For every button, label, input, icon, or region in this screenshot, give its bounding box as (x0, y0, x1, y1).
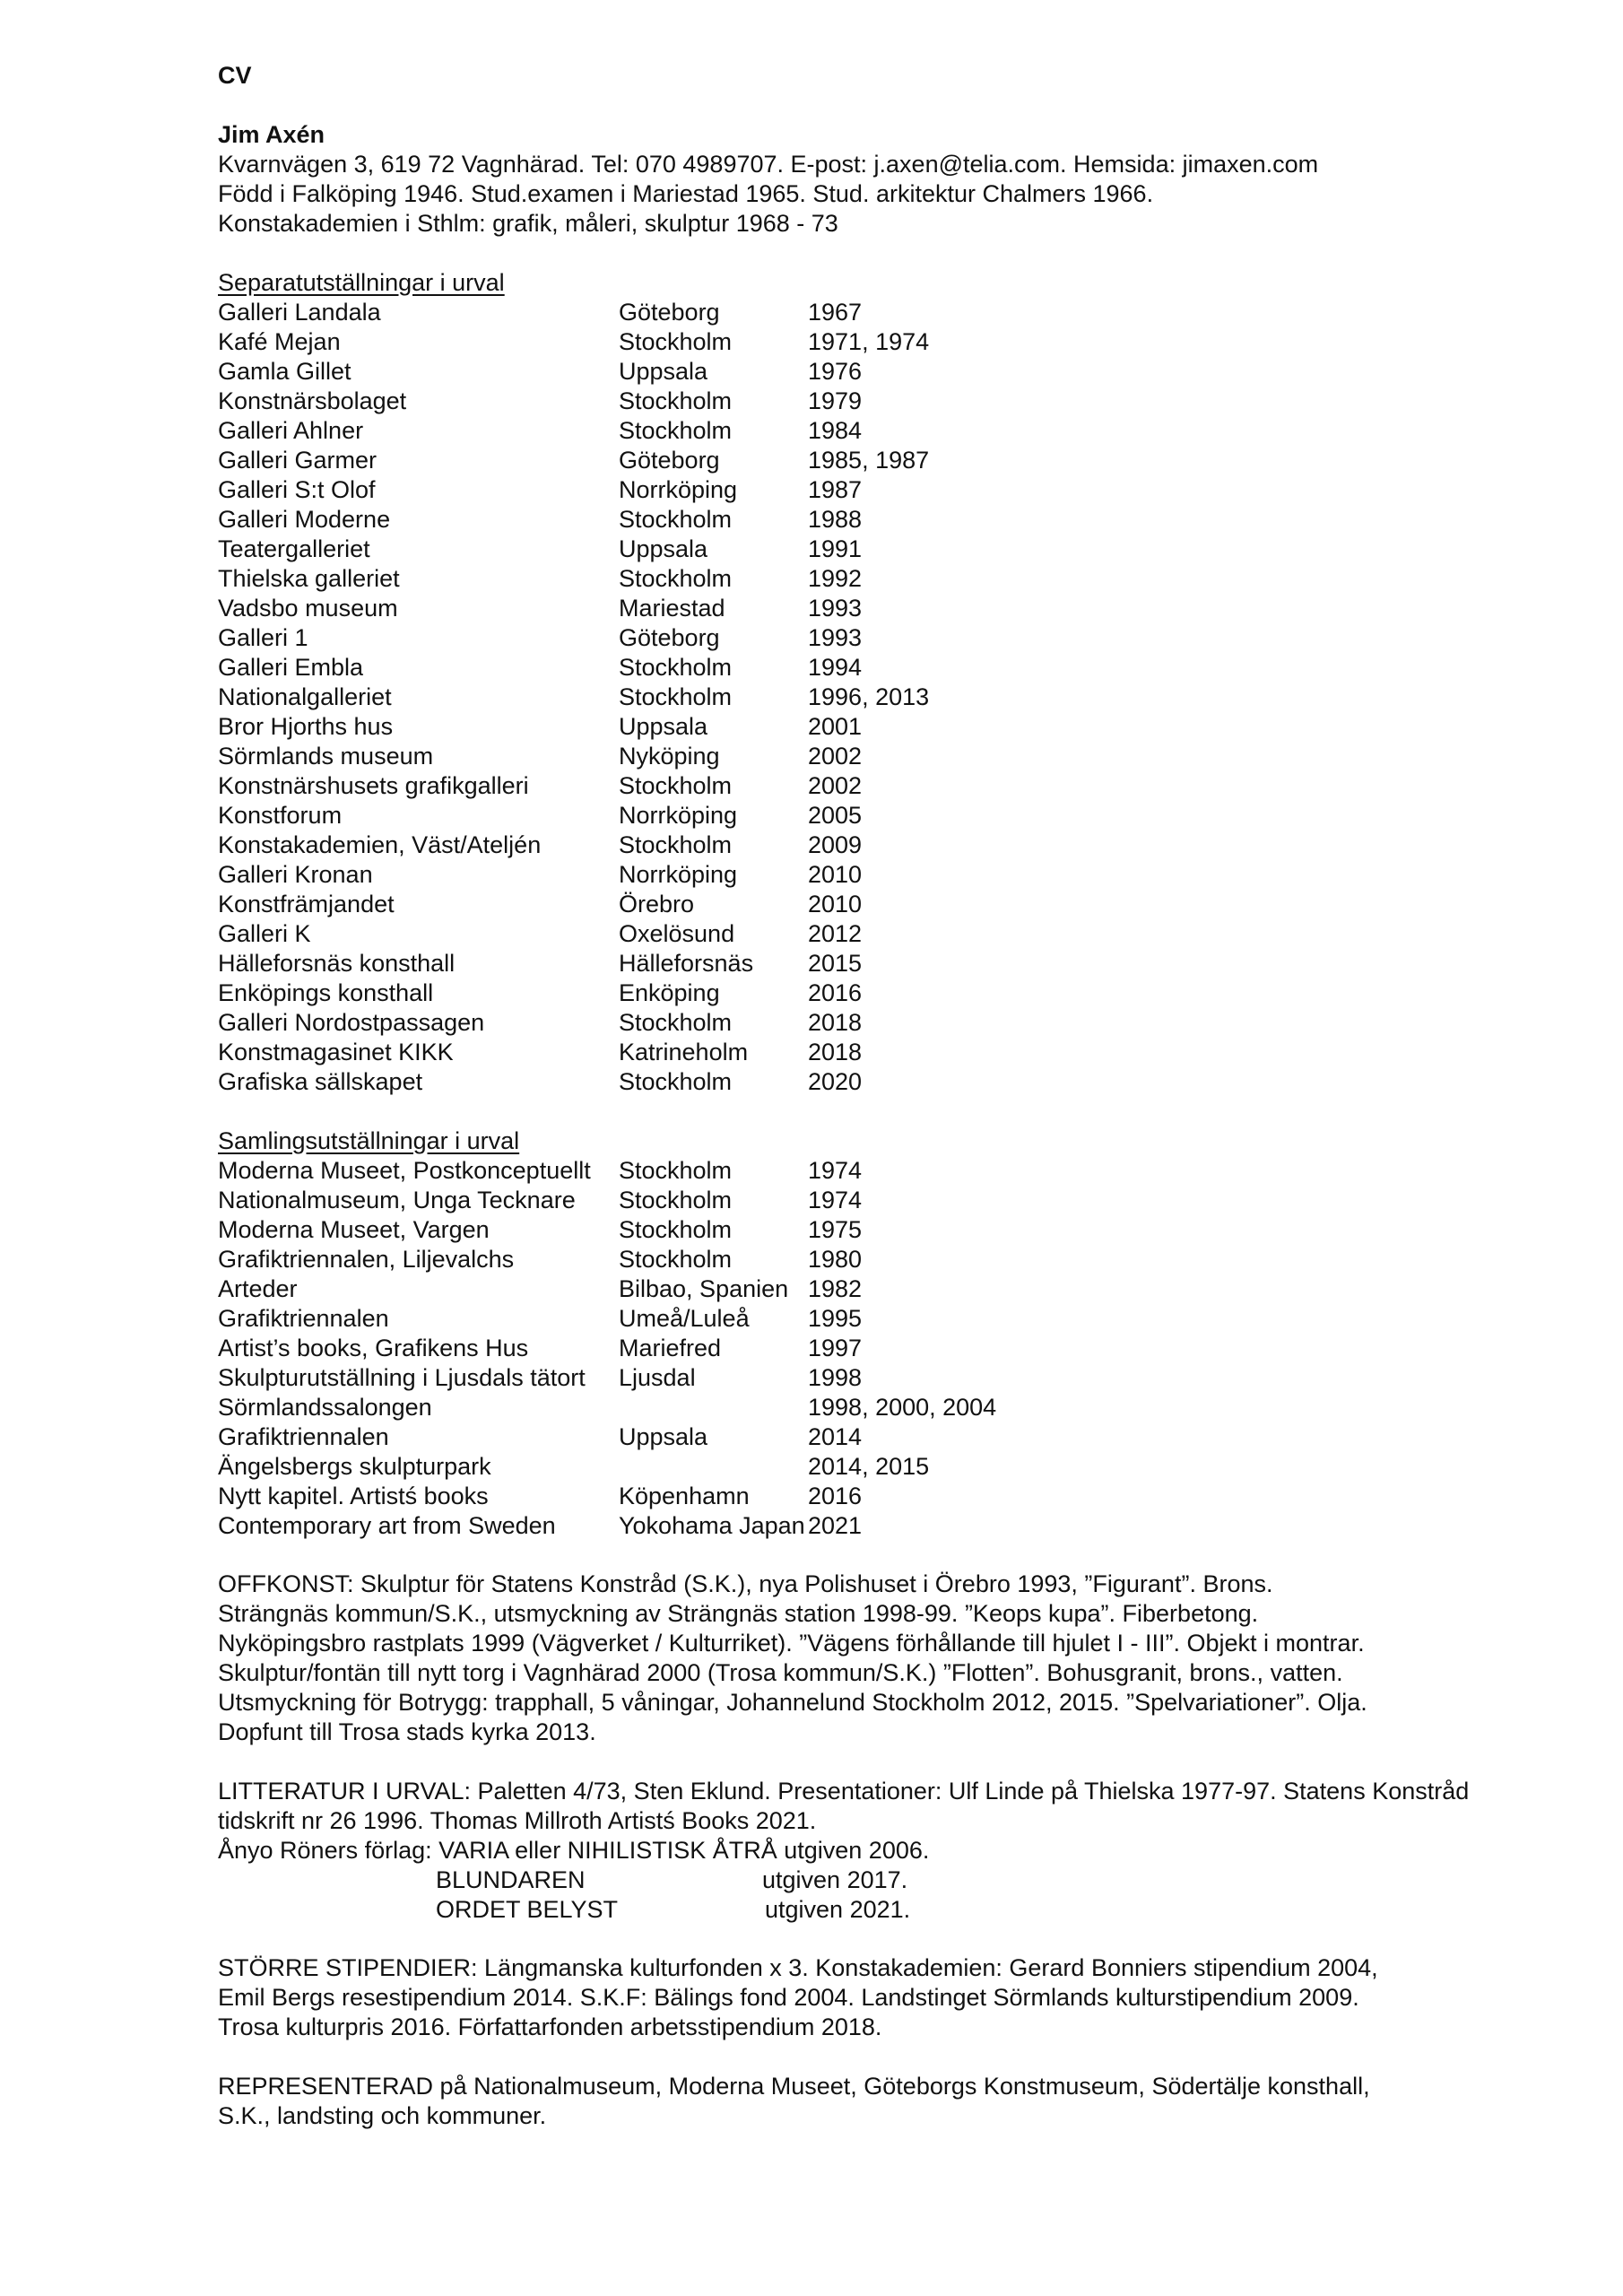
exhibition-row (0, 1215, 1623, 1245)
exhibition-venue: Grafiktriennalen (218, 1305, 389, 1332)
represented-line: S.K., landsting och kommuner. (218, 2102, 547, 2129)
exhibition-row (0, 1334, 1623, 1363)
exhibition-city: Göteborg (619, 447, 720, 474)
exhibition-row (0, 446, 1623, 475)
exhibition-row (0, 831, 1623, 860)
exhibition-row (0, 1156, 1623, 1186)
exhibition-city: Stockholm (619, 387, 733, 414)
public-art-line: Nyköpingsbro rastplats 1999 (Vägverket / Kulturriket). ”Vägens förhållande till hjulet I - III”. Objekt i montrar. (218, 1630, 1365, 1657)
exhibition-year: 2005 (808, 802, 863, 829)
exhibition-venue: Konstfrämjandet (218, 891, 395, 918)
exhibition-city: Stockholm (619, 1246, 733, 1273)
exhibition-venue: Contemporary art from Sweden (218, 1512, 556, 1539)
artist-name: Jim Axén (218, 121, 325, 148)
exhibition-row (0, 535, 1623, 564)
exhibition-venue: Galleri Nordostpassagen (218, 1009, 485, 1036)
exhibition-year: 1992 (808, 565, 863, 592)
exhibition-city: Norrköping (619, 476, 738, 503)
exhibition-city: Uppsala (619, 713, 708, 740)
exhibition-city: Stockholm (619, 772, 733, 799)
exhibition-row (0, 978, 1623, 1008)
exhibition-venue: Nytt kapitel. Artistś books (218, 1483, 489, 1509)
exhibition-year: 1998, 2000, 2004 (808, 1394, 997, 1421)
exhibition-venue: Moderna Museet, Postkonceptuellt (218, 1157, 591, 1184)
literature-line: Ånyo Röners förlag: VARIA eller NIHILISTISK ÅTRÅ utgiven 2006. (218, 1837, 930, 1864)
exhibition-year: 1974 (808, 1157, 863, 1184)
exhibition-city: Mariestad (619, 595, 725, 622)
exhibition-venue: Galleri S:t Olof (218, 476, 376, 503)
exhibition-row (0, 801, 1623, 831)
exhibition-city: Oxelösund (619, 920, 735, 947)
exhibition-venue: Thielska galleriet (218, 565, 400, 592)
exhibition-row (0, 890, 1623, 919)
public-art-line: Utsmyckning för Botrygg: trapphall, 5 våningar, Johannelund Stockholm 2012, 2015. ”Spelvariationer”. Olja. (218, 1689, 1367, 1716)
exhibition-city: Stockholm (619, 1009, 733, 1036)
exhibition-row (0, 357, 1623, 387)
scholarships-line: STÖRRE STIPENDIER: Längmanska kulturfonden x 3. Konstakademien: Gerard Bonniers stipendium 2004, (218, 1954, 1378, 1981)
exhibition-venue: Galleri Landala (218, 299, 381, 326)
exhibition-city: Stockholm (619, 506, 733, 533)
group-exhibitions-title: Samlingsutställningar i urval (218, 1127, 520, 1154)
exhibition-year: 1979 (808, 387, 863, 414)
exhibition-city: Stockholm (619, 1157, 733, 1184)
exhibition-city: Örebro (619, 891, 695, 918)
exhibition-venue: Konstmagasinet KIKK (218, 1039, 454, 1065)
book-title: BLUNDAREN (436, 1866, 586, 1893)
exhibition-year: 1997 (808, 1335, 863, 1361)
exhibition-venue: Sörmlands museum (218, 743, 434, 770)
exhibition-city: Uppsala (619, 535, 708, 562)
exhibition-year: 2016 (808, 979, 863, 1006)
exhibition-venue: Galleri Embla (218, 654, 364, 681)
book-year: utgiven 2017. (762, 1866, 908, 1893)
exhibition-row (0, 919, 1623, 949)
exhibition-year: 2018 (808, 1039, 863, 1065)
exhibition-venue: Nationalmuseum, Unga Tecknare (218, 1187, 576, 1213)
exhibition-row (0, 1186, 1623, 1215)
exhibition-row (0, 387, 1623, 416)
exhibition-year: 1974 (808, 1187, 863, 1213)
exhibition-city: Stockholm (619, 1068, 733, 1095)
exhibition-year: 1998 (808, 1364, 863, 1391)
exhibition-venue: Konstnärsbolaget (218, 387, 407, 414)
exhibition-city: Göteborg (619, 624, 720, 651)
exhibition-city: Stockholm (619, 565, 733, 592)
exhibition-row (0, 1304, 1623, 1334)
exhibition-row (0, 1038, 1623, 1067)
exhibition-city: Stockholm (619, 1216, 733, 1243)
exhibition-venue: Enköpings konsthall (218, 979, 434, 1006)
exhibition-row (0, 1422, 1623, 1452)
exhibition-city: Bilbao, Spanien (619, 1275, 789, 1302)
exhibition-city: Yokohama Japan (619, 1512, 805, 1539)
exhibition-year: 2018 (808, 1009, 863, 1036)
exhibition-city: Enköping (619, 979, 720, 1006)
exhibition-year: 2014 (808, 1423, 863, 1450)
public-art-line: OFFKONST: Skulptur för Statens Konstråd (S.K.), nya Polishuset i Örebro 1993, ”Figurant”. Brons. (218, 1570, 1273, 1597)
exhibition-row (0, 327, 1623, 357)
exhibition-year: 1971, 1974 (808, 328, 930, 355)
exhibition-city: Norrköping (619, 802, 738, 829)
exhibition-venue: Sörmlandssalongen (218, 1394, 432, 1421)
exhibition-venue: Galleri Moderne (218, 506, 391, 533)
exhibition-row (0, 416, 1623, 446)
exhibition-city: Nyköping (619, 743, 720, 770)
exhibition-year: 2001 (808, 713, 863, 740)
literature-line: tidskrift nr 26 1996. Thomas Millroth Artistś Books 2021. (218, 1807, 817, 1834)
contact-line: Kvarnvägen 3, 619 72 Vagnhärad. Tel: 070 4989707. E-post: j.axen@telia.com. Hemsida: jimaxen.com (218, 151, 1319, 178)
exhibition-row (0, 475, 1623, 505)
exhibition-city: Norrköping (619, 861, 738, 888)
exhibition-row (0, 683, 1623, 712)
scholarships-line: Trosa kulturpris 2016. Författarfonden arbetsstipendium 2018. (218, 2013, 882, 2040)
exhibition-year: 1980 (808, 1246, 863, 1273)
public-art-line: Dopfunt till Trosa stads kyrka 2013. (218, 1718, 596, 1745)
exhibition-venue: Skulpturutställning i Ljusdals tätort (218, 1364, 586, 1391)
exhibition-venue: Vadsbo museum (218, 595, 398, 622)
scholarships-line: Emil Bergs resestipendium 2014. S.K.F: Bälings fond 2004. Landstinget Sörmlands kulturstipendium 2009. (218, 1984, 1359, 2011)
exhibition-city: Stockholm (619, 831, 733, 858)
exhibition-year: 1991 (808, 535, 863, 562)
exhibition-venue: Galleri Ahlner (218, 417, 364, 444)
exhibition-year: 2012 (808, 920, 863, 947)
exhibition-row (0, 1482, 1623, 1511)
exhibition-row (0, 505, 1623, 535)
exhibition-city: Mariefred (619, 1335, 722, 1361)
exhibition-year: 1993 (808, 595, 863, 622)
exhibition-row (0, 771, 1623, 801)
exhibition-year: 1987 (808, 476, 863, 503)
exhibition-city: Ljusdal (619, 1364, 696, 1391)
exhibition-year: 2010 (808, 861, 863, 888)
public-art-line: Skulptur/fontän till nytt torg i Vagnhärad 2000 (Trosa kommun/S.K.) ”Flotten”. Bohusgranit, brons., vatten. (218, 1659, 1343, 1686)
exhibition-venue: Grafiska sällskapet (218, 1068, 423, 1095)
exhibition-row (0, 1511, 1623, 1541)
exhibition-venue: Galleri Kronan (218, 861, 373, 888)
exhibition-row (0, 564, 1623, 594)
exhibition-venue: Galleri 1 (218, 624, 308, 651)
exhibition-city: Hälleforsnäs (619, 950, 754, 977)
exhibition-venue: Konstnärshusets grafikgalleri (218, 772, 529, 799)
exhibition-venue: Kafé Mejan (218, 328, 341, 355)
book-title: ORDET BELYST (436, 1896, 619, 1923)
exhibition-year: 2014, 2015 (808, 1453, 930, 1480)
exhibition-venue: Artist’s books, Grafikens Hus (218, 1335, 529, 1361)
exhibition-year: 2016 (808, 1483, 863, 1509)
exhibition-year: 2002 (808, 772, 863, 799)
exhibition-year: 2002 (808, 743, 863, 770)
exhibition-year: 1984 (808, 417, 863, 444)
exhibition-year: 2015 (808, 950, 863, 977)
exhibition-row (0, 1245, 1623, 1274)
exhibition-venue: Arteder (218, 1275, 298, 1302)
education-line: Konstakademien i Sthlm: grafik, måleri, skulptur 1968 - 73 (218, 210, 838, 237)
exhibition-row (0, 1008, 1623, 1038)
exhibition-city: Stockholm (619, 417, 733, 444)
exhibition-year: 1994 (808, 654, 863, 681)
exhibition-city: Stockholm (619, 1187, 733, 1213)
cv-heading: CV (218, 62, 252, 89)
exhibition-row (0, 1363, 1623, 1393)
exhibition-row (0, 742, 1623, 771)
exhibition-row (0, 1393, 1623, 1422)
book-year: utgiven 2021. (765, 1896, 911, 1923)
exhibition-row (0, 712, 1623, 742)
exhibition-venue: Konstakademien, Väst/Ateljén (218, 831, 542, 858)
exhibition-row (0, 1274, 1623, 1304)
exhibition-year: 1967 (808, 299, 863, 326)
exhibition-city: Göteborg (619, 299, 720, 326)
exhibition-city: Köpenhamn (619, 1483, 750, 1509)
exhibition-venue: Grafiktriennalen (218, 1423, 389, 1450)
exhibition-venue: Galleri Garmer (218, 447, 378, 474)
exhibition-year: 1985, 1987 (808, 447, 930, 474)
exhibition-row (0, 1067, 1623, 1097)
exhibition-venue: Konstforum (218, 802, 343, 829)
public-art-line: Strängnäs kommun/S.K., utsmyckning av Strängnäs station 1998-99. ”Keops kupa”. Fiberbetong. (218, 1600, 1259, 1627)
exhibition-row (0, 653, 1623, 683)
exhibition-year: 1993 (808, 624, 863, 651)
bio-line: Född i Falköping 1946. Stud.examen i Mariestad 1965. Stud. arkitektur Chalmers 1966. (218, 180, 1154, 207)
exhibition-venue: Bror Hjorths hus (218, 713, 394, 740)
exhibition-row (0, 949, 1623, 978)
exhibition-venue: Ängelsbergs skulpturpark (218, 1453, 491, 1480)
exhibition-venue: Teatergalleriet (218, 535, 370, 562)
exhibition-year: 2010 (808, 891, 863, 918)
exhibition-row (0, 594, 1623, 623)
literature-line: LITTERATUR I URVAL: Paletten 4/73, Sten Eklund. Presentationer: Ulf Linde på Thielska 1977-97. Statens Konstråd (218, 1778, 1470, 1805)
exhibition-venue: Moderna Museet, Vargen (218, 1216, 490, 1243)
exhibition-row (0, 1452, 1623, 1482)
exhibition-row (0, 298, 1623, 327)
exhibition-year: 1995 (808, 1305, 863, 1332)
exhibition-row (0, 860, 1623, 890)
exhibition-row (0, 623, 1623, 653)
exhibition-year: 1988 (808, 506, 863, 533)
exhibition-venue: Galleri K (218, 920, 311, 947)
exhibition-year: 2009 (808, 831, 863, 858)
exhibition-city: Katrineholm (619, 1039, 749, 1065)
exhibition-year: 1982 (808, 1275, 863, 1302)
exhibition-year: 2020 (808, 1068, 863, 1095)
separate-exhibitions-title: Separatutställningar i urval (218, 269, 505, 296)
exhibition-year: 1975 (808, 1216, 863, 1243)
exhibition-city: Stockholm (619, 654, 733, 681)
exhibition-city: Umeå/Luleå (619, 1305, 750, 1332)
exhibition-year: 1976 (808, 358, 863, 385)
exhibition-year: 2021 (808, 1512, 863, 1539)
exhibition-city: Stockholm (619, 683, 733, 710)
exhibition-year: 1996, 2013 (808, 683, 930, 710)
exhibition-venue: Gamla Gillet (218, 358, 352, 385)
exhibition-venue: Hälleforsnäs konsthall (218, 950, 456, 977)
exhibition-city: Uppsala (619, 358, 708, 385)
exhibition-venue: Grafiktriennalen, Liljevalchs (218, 1246, 515, 1273)
exhibition-city: Stockholm (619, 328, 733, 355)
exhibition-city: Uppsala (619, 1423, 708, 1450)
represented-line: REPRESENTERAD på Nationalmuseum, Moderna Museet, Göteborgs Konstmuseum, Södertälje konsthall, (218, 2073, 1370, 2100)
exhibition-venue: Nationalgalleriet (218, 683, 392, 710)
